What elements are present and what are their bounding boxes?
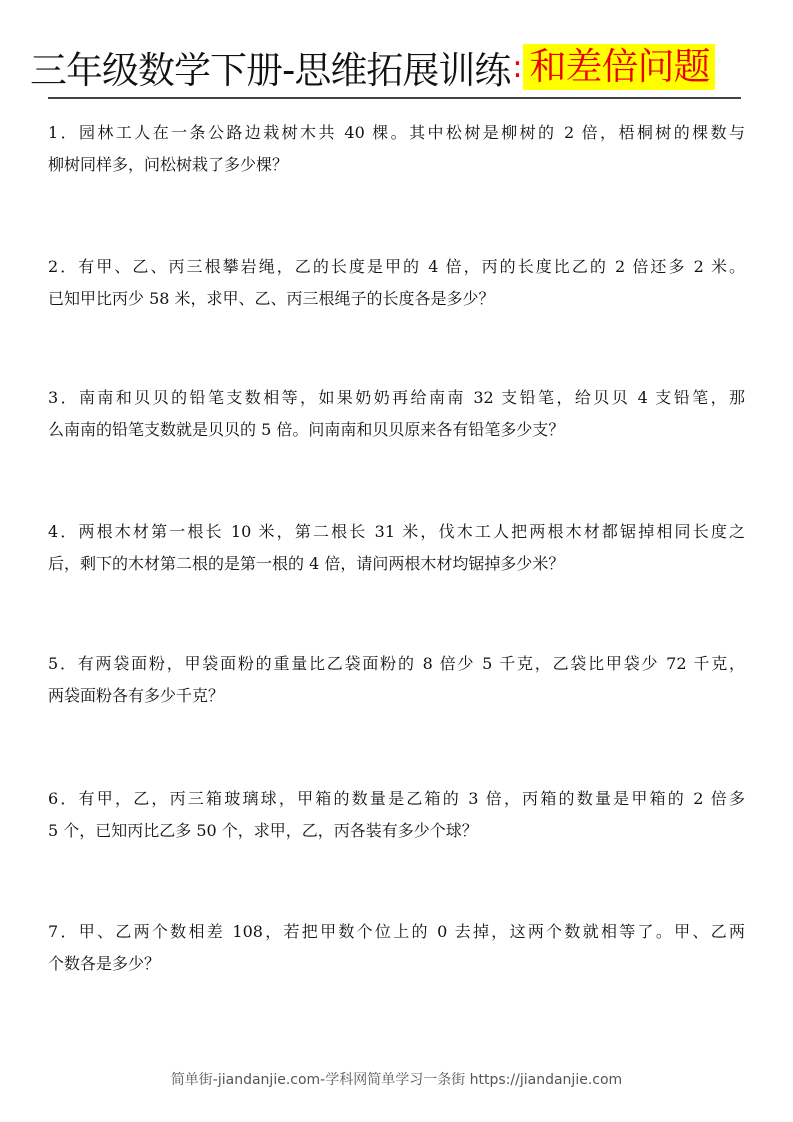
problem-line: 么南南的铅笔支数就是贝贝的 5 倍。问南南和贝贝原来各有铅笔多少支？ <box>48 420 565 439</box>
problem-line: 柳树同样多，问松树栽了多少棵？ <box>48 155 289 174</box>
problem-6 <box>48 783 745 847</box>
problem-line: 6．有甲，乙，丙三箱玻璃球，甲箱的数量是乙箱的 3 倍，丙箱的数量是甲箱的 2 倍多 <box>48 789 745 808</box>
problem-line: 5 个，已知丙比乙多 50 个，求甲，乙，丙各装有多少个球？ <box>48 821 478 840</box>
problem-2 <box>48 251 745 315</box>
problem-line: 个数各是多少？ <box>48 954 161 973</box>
problem-3 <box>48 382 745 446</box>
title-highlight: 和差倍问题 <box>523 44 715 90</box>
problem-line: 4．两根木材第一根长 10 米，第二根长 31 米，伐木工人把两根木材都锯掉相同长度之 <box>48 522 745 541</box>
problem-1 <box>48 117 745 181</box>
problem-line: 1．园林工人在一条公路边栽树木共 40 棵。其中松树是柳树的 2 倍，梧桐树的棵数与 <box>48 123 745 142</box>
problem-4 <box>48 516 745 580</box>
problem-5 <box>48 648 745 712</box>
problem-line: 已知甲比丙少 58 米，求甲、乙、丙三根绳子的长度各是多少？ <box>48 289 495 308</box>
problem-line: 5．有两袋面粉，甲袋面粉的重量比乙袋面粉的 8 倍少 5 千克，乙袋比甲袋少 72 千克， <box>48 654 745 673</box>
header-divider <box>48 97 741 99</box>
footer-watermark: 简单街-jiandanjie.com-学科网简单学习一条街 https://jiandanjie.com <box>170 1072 623 1088</box>
problem-line: 2．有甲、乙、丙三根攀岩绳，乙的长度是甲的 4 倍，丙的长度比乙的 2 倍还多 2 米。 <box>48 257 745 276</box>
title-main: 三年级数学下册-思维拓展训练 <box>30 49 511 92</box>
problem-7 <box>48 916 745 980</box>
problem-line: 两袋面粉各有多少千克？ <box>48 686 225 705</box>
problem-line: 3．南南和贝贝的铅笔支数相等，如果奶奶再给南南 32 支铅笔，给贝贝 4 支铅笔，那 <box>48 388 745 407</box>
title-colon: : <box>512 49 522 85</box>
problem-line: 7．甲、乙两个数相差 108，若把甲数个位上的 0 去掉，这两个数就相等了。甲、乙两 <box>48 922 745 941</box>
page-title <box>30 42 715 92</box>
problem-line: 后，剩下的木材第二根的是第一根的 4 倍，请问两根木材均锯掉多少米？ <box>48 554 565 573</box>
